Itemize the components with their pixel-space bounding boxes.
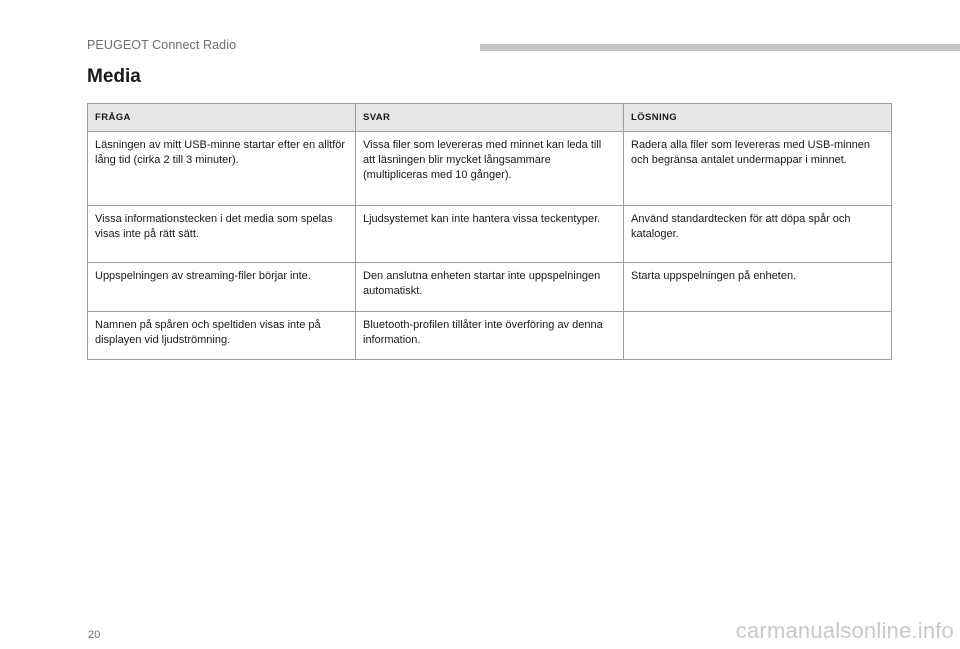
cell-answer: Ljudsystemet kan inte hantera vissa teckentyper. bbox=[356, 206, 624, 263]
table-row bbox=[88, 263, 892, 312]
page-number: 20 bbox=[88, 629, 101, 641]
table-header-row bbox=[88, 104, 892, 132]
watermark: carmanualsonline.info bbox=[735, 618, 954, 643]
column-header-question: FRÅGA bbox=[88, 104, 356, 132]
cell-solution: Använd standardtecken för att döpa spår och kataloger. bbox=[624, 206, 892, 263]
cell-question: Uppspelningen av streaming-filer börjar inte. bbox=[88, 263, 356, 312]
table-row bbox=[88, 312, 892, 360]
cell-question: Vissa informationstecken i det media som spelas visas inte på rätt sätt. bbox=[88, 206, 356, 263]
cell-question: Läsningen av mitt USB-minne startar efter en alltför lång tid (cirka 2 till 3 minuter). bbox=[88, 132, 356, 206]
cell-answer: Bluetooth-profilen tillåter inte överföring av denna information. bbox=[356, 312, 624, 360]
table-row bbox=[88, 206, 892, 263]
manual-header-title: PEUGEOT Connect Radio bbox=[87, 38, 237, 52]
section-title: Media bbox=[87, 66, 141, 87]
faq-table bbox=[87, 103, 892, 360]
header-divider-bar bbox=[480, 44, 960, 51]
cell-answer: Vissa filer som levereras med minnet kan leda till att läsningen blir mycket långsammare (multipliceras med 10 gånger). bbox=[356, 132, 624, 206]
cell-solution: Radera alla filer som levereras med USB-minnen och begränsa antalet undermappar i minnet. bbox=[624, 132, 892, 206]
cell-question: Namnen på spåren och speltiden visas inte på displayen vid ljudströmning. bbox=[88, 312, 356, 360]
table-row bbox=[88, 132, 892, 206]
cell-answer: Den anslutna enheten startar inte uppspelningen automatiskt. bbox=[356, 263, 624, 312]
column-header-solution: LÖSNING bbox=[624, 104, 892, 132]
cell-solution: Starta uppspelningen på enheten. bbox=[624, 263, 892, 312]
cell-solution bbox=[624, 312, 892, 360]
column-header-answer: SVAR bbox=[356, 104, 624, 132]
